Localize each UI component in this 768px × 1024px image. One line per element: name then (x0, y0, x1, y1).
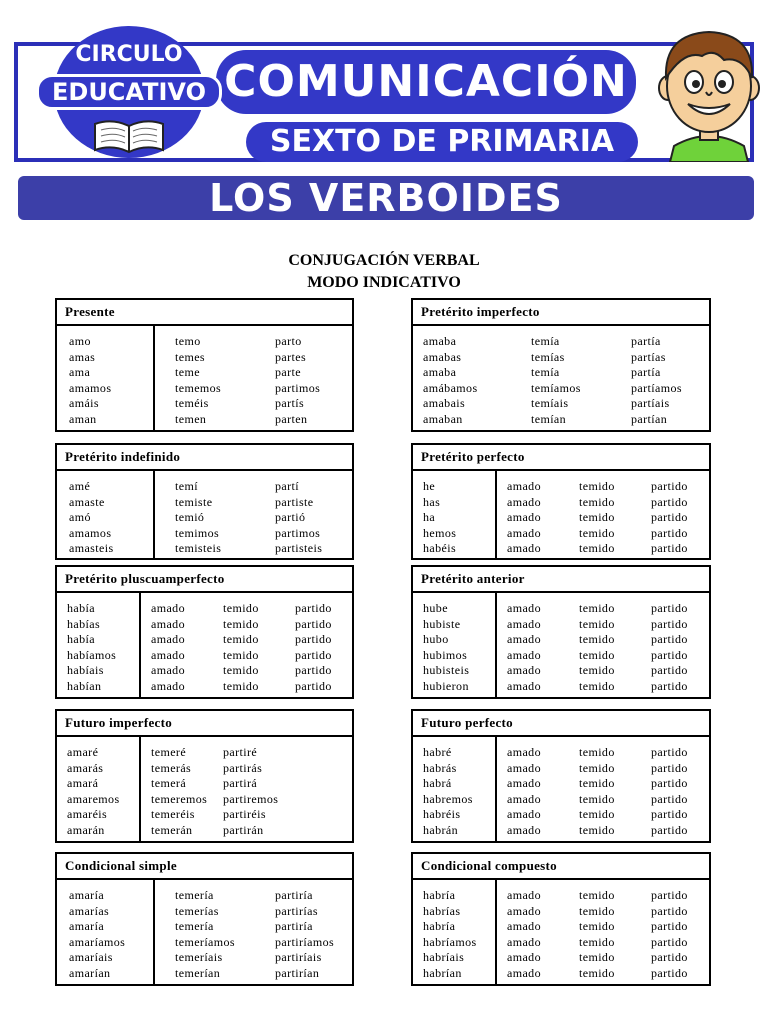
verb-form: temo (175, 334, 201, 348)
verb-form: hube (423, 601, 448, 615)
table-condicional-compuesto (411, 852, 711, 986)
verb-form: partido (651, 745, 688, 759)
verb-form: amáis (69, 396, 99, 411)
conjugation-column (507, 888, 541, 982)
verb-form: partido (651, 888, 688, 902)
conjugation-column (175, 888, 235, 982)
verb-form: partido (651, 663, 688, 678)
verb-form: amaremos (67, 791, 120, 806)
verb-form: temido (579, 934, 615, 949)
verb-form: amado (151, 616, 185, 631)
table-title: Futuro perfecto (413, 711, 709, 737)
conjugation-column (423, 888, 477, 982)
verb-form: temías (531, 349, 565, 364)
verb-form: partía (631, 365, 661, 380)
table-body (413, 593, 709, 699)
verb-form: amado (507, 934, 541, 949)
verb-form: partido (295, 616, 332, 631)
verb-form: partido (295, 678, 332, 693)
verb-form: partíamos (631, 380, 682, 395)
verb-form: temido (579, 647, 615, 662)
subject-pill (216, 50, 636, 114)
conjugation-column (651, 888, 688, 982)
conjugation-column (423, 479, 456, 557)
verb-form: partirías (275, 903, 318, 918)
conjugation-column (579, 601, 615, 695)
title-banner (18, 176, 754, 220)
verb-form: temido (579, 888, 615, 902)
verb-form: temido (579, 525, 615, 540)
verb-form: temido (579, 541, 615, 556)
table-title: Pretérito perfecto (413, 445, 709, 471)
verb-form: partió (275, 510, 306, 525)
table-preterito-perfecto (411, 443, 711, 560)
table-title: Presente (57, 300, 352, 326)
verb-form: ama (69, 365, 91, 380)
verb-form: aman (69, 411, 97, 426)
verb-form: amado (507, 822, 541, 837)
verb-form: temeréis (151, 807, 195, 822)
table-body (413, 326, 709, 432)
header (14, 26, 754, 164)
table-condicional-simple (55, 852, 354, 986)
verb-form: partido (651, 791, 688, 806)
column-divider (495, 737, 497, 843)
table-preterito-imperfecto (411, 298, 711, 432)
verb-form: temido (223, 663, 259, 678)
verb-form: amaba (423, 334, 457, 348)
verb-form: amarían (69, 965, 111, 980)
verb-form: amado (507, 965, 541, 980)
conjugation-column (631, 334, 682, 428)
column-divider (495, 471, 497, 560)
verb-form: amado (507, 760, 541, 775)
conjugation-column (69, 334, 111, 428)
verb-form: temido (579, 919, 615, 934)
verb-form: habían (67, 678, 102, 693)
conjugation-column (275, 479, 322, 557)
conjugation-column (67, 745, 120, 839)
doc-title-line-1: CONJUGACIÓN VERBAL (288, 252, 480, 269)
verb-form: amado (151, 601, 185, 615)
verb-form: partía (631, 334, 661, 348)
kid-illustration (654, 26, 764, 162)
verb-form: partido (651, 616, 688, 631)
verb-form: temido (579, 822, 615, 837)
verb-form: partiría (275, 888, 313, 902)
conjugation-column (175, 334, 221, 428)
verb-form: partís (275, 396, 305, 411)
conjugation-column (423, 745, 473, 839)
verb-form: partíais (631, 396, 670, 411)
verb-form: hubiste (423, 616, 461, 631)
verb-form: amábamos (423, 380, 478, 395)
verb-form: amado (507, 647, 541, 662)
conjugation-column (651, 745, 688, 839)
verb-form: habíais (67, 663, 104, 678)
verb-form: había (67, 632, 95, 647)
table-title: Condicional simple (57, 854, 352, 880)
logo (54, 26, 204, 158)
verb-form: amarías (69, 903, 110, 918)
verb-form: partirían (275, 965, 320, 980)
verb-form: partirá (223, 776, 258, 791)
verb-form: amas (69, 349, 96, 364)
verb-form: amado (507, 950, 541, 965)
verb-form: amo (69, 334, 91, 348)
verb-form: partido (651, 950, 688, 965)
conjugation-column (151, 601, 185, 695)
verb-form: temía (531, 334, 560, 348)
table-futuro-imperfecto (55, 709, 354, 843)
verb-form: partido (651, 678, 688, 693)
grade-title: SEXTO DE PRIMARIA (269, 124, 615, 159)
verb-form: temido (223, 678, 259, 693)
verb-form: temen (175, 411, 207, 426)
verb-form: partido (651, 647, 688, 662)
verb-form: partiremos (223, 791, 279, 806)
verb-form: temido (223, 616, 259, 631)
column-divider (153, 326, 155, 432)
table-preterito-pluscuamperfecto (55, 565, 354, 699)
verb-form: partido (295, 632, 332, 647)
verb-form: temiste (175, 494, 213, 509)
conjugation-column (507, 479, 541, 557)
conjugation-column (295, 601, 332, 695)
verb-form: amaríamos (69, 934, 126, 949)
verb-form: amamos (69, 380, 112, 395)
verb-form: temido (579, 494, 615, 509)
verb-form: partido (651, 601, 688, 615)
conjugation-column (531, 334, 581, 428)
verb-form: partiríais (275, 950, 322, 965)
table-title: Pretérito imperfecto (413, 300, 709, 326)
verb-form: partido (651, 822, 688, 837)
verb-form: amaba (423, 365, 457, 380)
verb-form: partido (651, 541, 688, 556)
verb-form: partido (651, 525, 688, 540)
verb-form: amado (507, 776, 541, 791)
verb-form: temerían (175, 965, 221, 980)
verb-form: temimos (175, 525, 220, 540)
verb-form: amado (507, 903, 541, 918)
verb-form: habría (423, 919, 456, 934)
verb-form: temería (175, 888, 214, 902)
verb-form: partían (631, 411, 668, 426)
conjugation-column (651, 601, 688, 695)
verb-form: amaré (67, 745, 99, 759)
conjugation-column (423, 334, 478, 428)
verb-form: partido (651, 903, 688, 918)
conjugation-column (175, 479, 221, 557)
verb-form: he (423, 479, 436, 493)
verb-form: amado (507, 791, 541, 806)
table-title: Futuro imperfecto (57, 711, 352, 737)
table-presente (55, 298, 354, 432)
verb-form: amado (507, 525, 541, 540)
verb-form: temisteis (175, 541, 222, 556)
verb-form: teme (175, 365, 200, 380)
verb-form: temido (579, 776, 615, 791)
verb-form: temido (223, 601, 259, 615)
table-body (57, 471, 352, 560)
verb-form: amé (69, 479, 91, 493)
verb-form: temerá (151, 776, 187, 791)
verb-form: temerás (151, 760, 192, 775)
verb-form: partimos (275, 525, 321, 540)
verb-form: amamos (69, 525, 112, 540)
verb-form: temido (579, 601, 615, 615)
table-body (57, 326, 352, 432)
table-body (413, 880, 709, 986)
verb-form: teméis (175, 396, 209, 411)
table-futuro-perfecto (411, 709, 711, 843)
verb-form: habría (423, 888, 456, 902)
grade-pill (246, 122, 638, 162)
subject-title: COMUNICACIÓN (224, 56, 628, 107)
verb-form: partido (651, 479, 688, 493)
column-divider (139, 737, 141, 843)
table-title: Pretérito indefinido (57, 445, 352, 471)
verb-form: amado (507, 510, 541, 525)
verb-form: amabais (423, 396, 466, 411)
verb-form: partido (651, 760, 688, 775)
verb-form: amado (507, 663, 541, 678)
verb-form: habrás (423, 760, 457, 775)
verb-form: amado (507, 888, 541, 902)
conjugation-column (579, 479, 615, 557)
verb-form: amado (507, 494, 541, 509)
verb-form: tememos (175, 380, 222, 395)
verb-form: habéis (423, 541, 457, 556)
verb-form: partirán (223, 822, 264, 837)
verb-form: habrían (423, 965, 462, 980)
verb-form: amado (151, 632, 185, 647)
verb-form: partido (651, 807, 688, 822)
table-body (57, 593, 352, 699)
verb-form: amado (507, 807, 541, 822)
conjugation-column (579, 888, 615, 982)
column-divider (495, 880, 497, 986)
verb-form: temido (579, 745, 615, 759)
verb-form: partido (295, 647, 332, 662)
verb-form: partiríamos (275, 934, 335, 949)
banner-title: LOS VERBOIDES (209, 176, 563, 220)
verb-form: temíamos (531, 380, 581, 395)
verb-form: habríamos (423, 934, 477, 949)
conjugation-column (507, 601, 541, 695)
verb-form: amado (507, 632, 541, 647)
verb-form: temes (175, 349, 205, 364)
conjugation-column (507, 745, 541, 839)
column-divider (153, 471, 155, 560)
conjugation-column (223, 601, 259, 695)
verb-form: temido (579, 760, 615, 775)
verb-form: habré (423, 745, 452, 759)
table-body (413, 737, 709, 843)
table-title: Condicional compuesto (413, 854, 709, 880)
verb-form: temido (579, 678, 615, 693)
verb-form: amarán (67, 822, 105, 837)
verb-form: partido (651, 776, 688, 791)
verb-form: temía (531, 365, 560, 380)
verb-form: amasteis (69, 541, 114, 556)
verb-form: parte (275, 365, 301, 380)
verb-form: temerías (175, 903, 219, 918)
verb-form: temeremos (151, 791, 208, 806)
conjugation-column (275, 888, 334, 982)
verb-form: amado (151, 647, 185, 662)
verb-form: amado (507, 745, 541, 759)
table-body (413, 471, 709, 560)
verb-form: habíamos (67, 647, 117, 662)
verb-form: amabas (423, 349, 462, 364)
verb-form: habremos (423, 791, 473, 806)
verb-form: temido (579, 632, 615, 647)
verb-form: partisteis (275, 541, 323, 556)
verb-form: partes (275, 349, 307, 364)
verb-form: temí (175, 479, 198, 493)
verb-form: temido (223, 632, 259, 647)
conjugation-column (579, 745, 615, 839)
verb-form: temido (579, 510, 615, 525)
verb-form: habréis (423, 807, 461, 822)
verb-form: temían (531, 411, 567, 426)
verb-form: amará (67, 776, 99, 791)
verb-form: hubo (423, 632, 449, 647)
conjugation-column (69, 888, 125, 982)
verb-form: partido (651, 965, 688, 980)
logo-text-bottom: EDUCATIVO (36, 74, 222, 110)
verb-form: hemos (423, 525, 457, 540)
verb-form: temido (579, 903, 615, 918)
conjugation-column (223, 745, 278, 839)
verb-form: amaríais (69, 950, 113, 965)
book-icon (92, 118, 166, 154)
verb-form: amado (507, 919, 541, 934)
verb-form: hubisteis (423, 663, 470, 678)
verb-form: temido (579, 807, 615, 822)
verb-form: amado (507, 678, 541, 693)
verb-form: amado (507, 479, 541, 493)
conjugation-column (275, 334, 320, 428)
table-title: Pretérito anterior (413, 567, 709, 593)
verb-form: ha (423, 510, 436, 525)
verb-form: temido (579, 950, 615, 965)
verb-form: partido (651, 632, 688, 647)
verb-form: temió (175, 510, 205, 525)
verb-form: temeríais (175, 950, 223, 965)
verb-form: amaría (69, 919, 105, 934)
table-body (57, 880, 352, 986)
verb-form: partías (631, 349, 666, 364)
verb-form: partido (651, 494, 688, 509)
verb-form: parten (275, 411, 308, 426)
verb-form: temido (579, 791, 615, 806)
table-preterito-anterior (411, 565, 711, 699)
verb-form: amaban (423, 411, 463, 426)
verb-form: partido (295, 663, 332, 678)
verb-form: partiste (275, 494, 314, 509)
verb-form: temería (175, 919, 214, 934)
logo-text-top: CIRCULO (75, 42, 183, 67)
verb-form: habías (67, 616, 101, 631)
verb-form: temido (579, 479, 615, 493)
column-divider (139, 593, 141, 699)
verb-form: amado (151, 663, 185, 678)
column-divider (153, 880, 155, 986)
verb-form: partimos (275, 380, 321, 395)
verb-form: temeríamos (175, 934, 235, 949)
verb-form: partirás (223, 760, 263, 775)
verb-form: temeré (151, 745, 187, 759)
verb-form: partí (275, 479, 299, 493)
verb-form: partido (651, 510, 688, 525)
doc-title-line-2: MODO INDICATIVO (307, 274, 461, 291)
verb-form: habrías (423, 903, 461, 918)
conjugation-column (423, 601, 469, 695)
conjugation-column (151, 745, 207, 839)
verb-form: temido (579, 965, 615, 980)
table-body (57, 737, 352, 843)
verb-form: habríais (423, 950, 465, 965)
verb-form: temido (223, 647, 259, 662)
verb-form: amado (507, 601, 541, 615)
verb-form: has (423, 494, 441, 509)
verb-form: partido (295, 601, 332, 615)
verb-form: amaréis (67, 807, 108, 822)
verb-form: temíais (531, 396, 569, 411)
verb-form: había (67, 601, 95, 615)
verb-form: amaste (69, 494, 105, 509)
conjugation-column (651, 479, 688, 557)
verb-form: partiré (223, 745, 258, 759)
verb-form: temerán (151, 822, 193, 837)
verb-form: temido (579, 663, 615, 678)
verb-form: partido (651, 919, 688, 934)
verb-form: temido (579, 616, 615, 631)
verb-form: partido (651, 934, 688, 949)
verb-form: amado (507, 616, 541, 631)
column-divider (495, 593, 497, 699)
verb-form: amarás (67, 760, 104, 775)
verb-form: hubieron (423, 678, 469, 693)
verb-form: partiría (275, 919, 313, 934)
verb-form: partiréis (223, 807, 266, 822)
verb-form: amado (151, 678, 185, 693)
conjugation-column (69, 479, 114, 557)
verb-form: habrá (423, 776, 452, 791)
verb-form: parto (275, 334, 302, 348)
verb-form: hubimos (423, 647, 468, 662)
table-preterito-indefinido (55, 443, 354, 560)
conjugation-column (67, 601, 116, 695)
verb-form: amó (69, 510, 91, 525)
verb-form: amado (507, 541, 541, 556)
verb-form: habrán (423, 822, 459, 837)
verb-form: amaría (69, 888, 105, 902)
table-title: Pretérito pluscuamperfecto (57, 567, 352, 593)
